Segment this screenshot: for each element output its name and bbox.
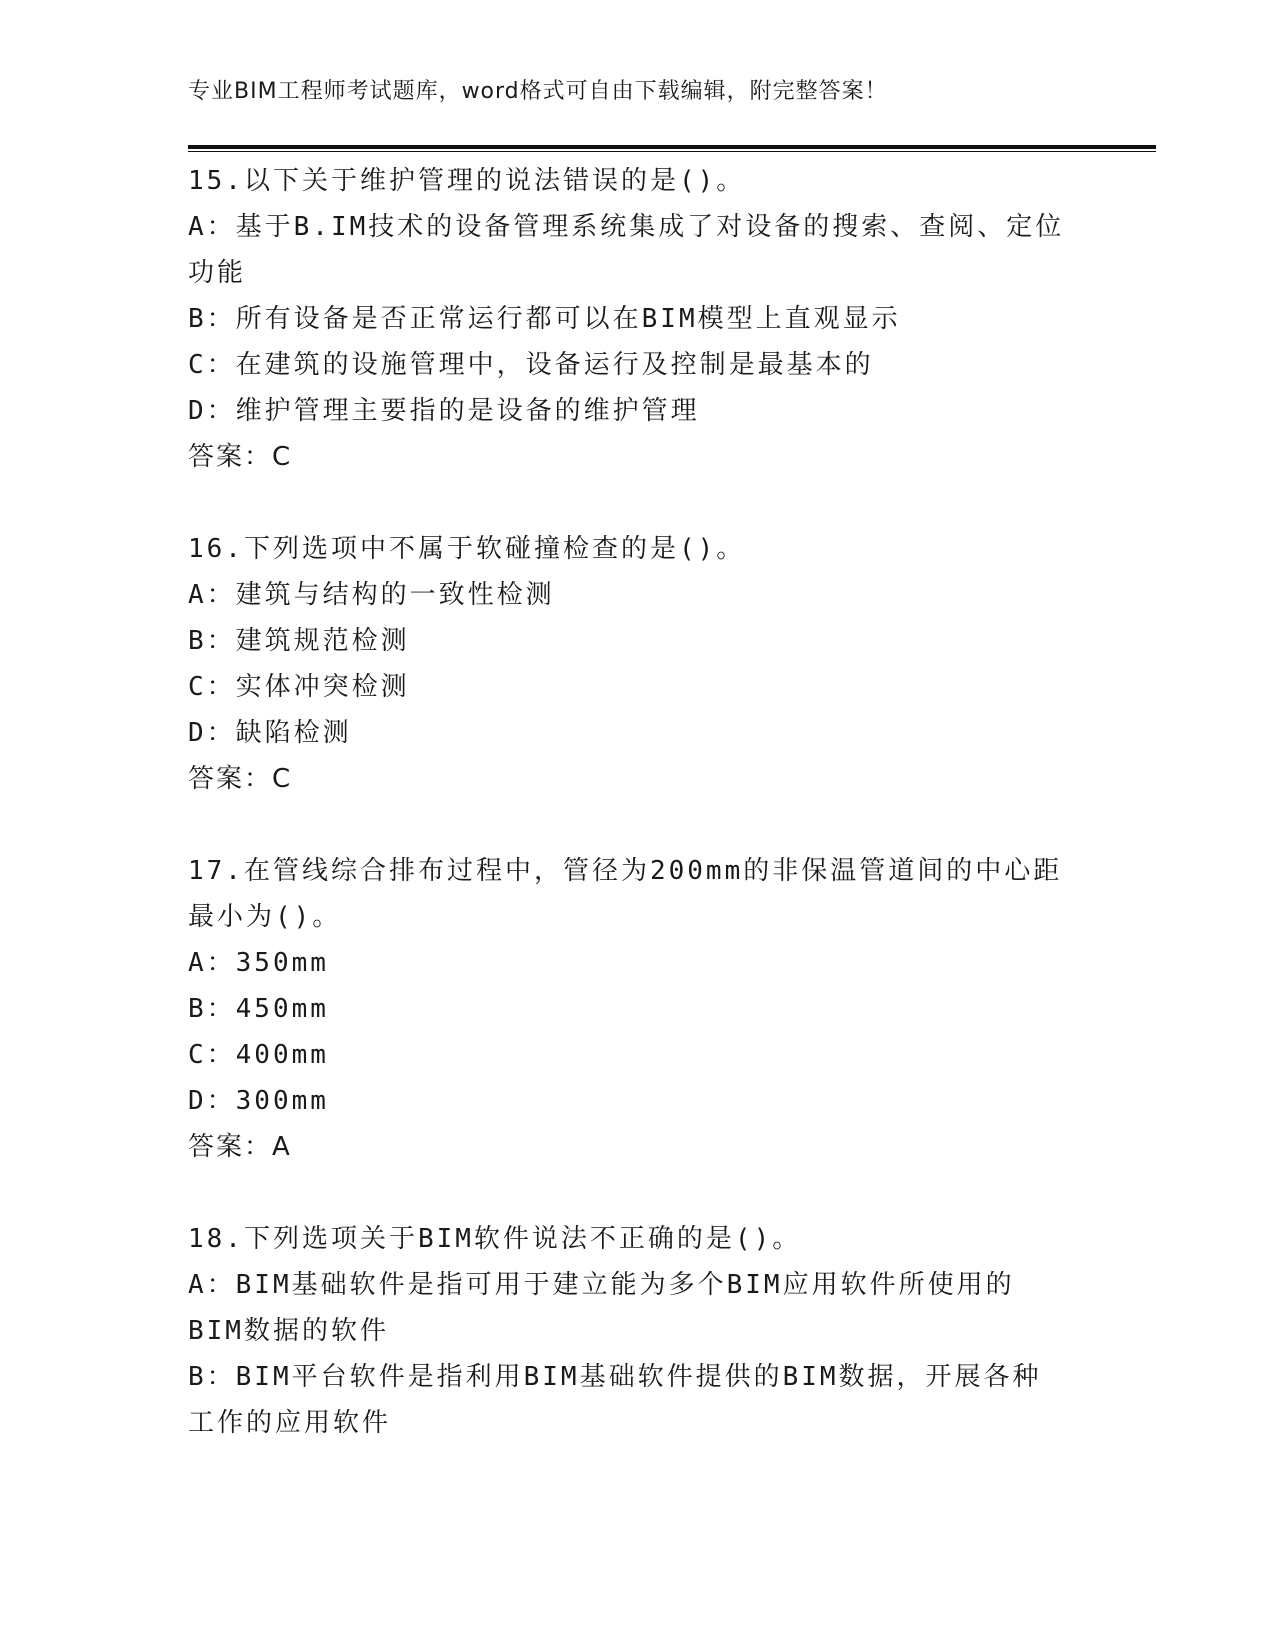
option-b: B：所有设备是否正常运行都可以在BIM模型上直观显示	[188, 304, 901, 334]
answer: 答案：C	[188, 764, 293, 794]
question-stem: 15.以下关于维护管理的说法错误的是()。	[188, 166, 746, 196]
option-c: C：在建筑的设施管理中，设备运行及控制是最基本的	[188, 350, 874, 380]
question-16	[188, 526, 1068, 802]
option-b: B：BIM平台软件是指利用BIM基础软件提供的BIM数据，开展各种工作的应用软件	[188, 1362, 1042, 1438]
option-d: D：维护管理主要指的是设备的维护管理	[188, 396, 700, 426]
option-d: D：300mm	[188, 1086, 329, 1116]
question-list	[188, 158, 1068, 1492]
option-a: A：建筑与结构的一致性检测	[188, 580, 555, 610]
question-stem: 16.下列选项中不属于软碰撞检查的是()。	[188, 534, 746, 564]
option-b: B：建筑规范检测	[188, 626, 410, 656]
question-18	[188, 1216, 1068, 1446]
question-stem: 18.下列选项关于BIM软件说法不正确的是()。	[188, 1224, 802, 1254]
question-15	[188, 158, 1068, 480]
document-header: 专业BIM工程师考试题库，word格式可自由下载编辑，附完整答案！	[188, 79, 888, 104]
option-a: A：基于B.IM技术的设备管理系统集成了对设备的搜索、查阅、定位功能	[188, 212, 1065, 288]
option-a: A：BIM基础软件是指可用于建立能为多个BIM应用软件所使用的BIM数据的软件	[188, 1270, 1015, 1346]
answer: 答案：A	[188, 1132, 292, 1162]
answer: 答案：C	[188, 442, 293, 472]
question-stem: 17.在管线综合排布过程中，管径为200mm的非保温管道间的中心距最小为()。	[188, 856, 1063, 932]
header-rule-thick	[188, 145, 1156, 149]
option-a: A：350mm	[188, 948, 329, 978]
option-d: D：缺陷检测	[188, 718, 352, 748]
question-17	[188, 848, 1068, 1170]
option-c: C：400mm	[188, 1040, 329, 1070]
option-b: B：450mm	[188, 994, 329, 1024]
option-c: C：实体冲突检测	[188, 672, 410, 702]
header-rule-thin	[188, 151, 1156, 152]
